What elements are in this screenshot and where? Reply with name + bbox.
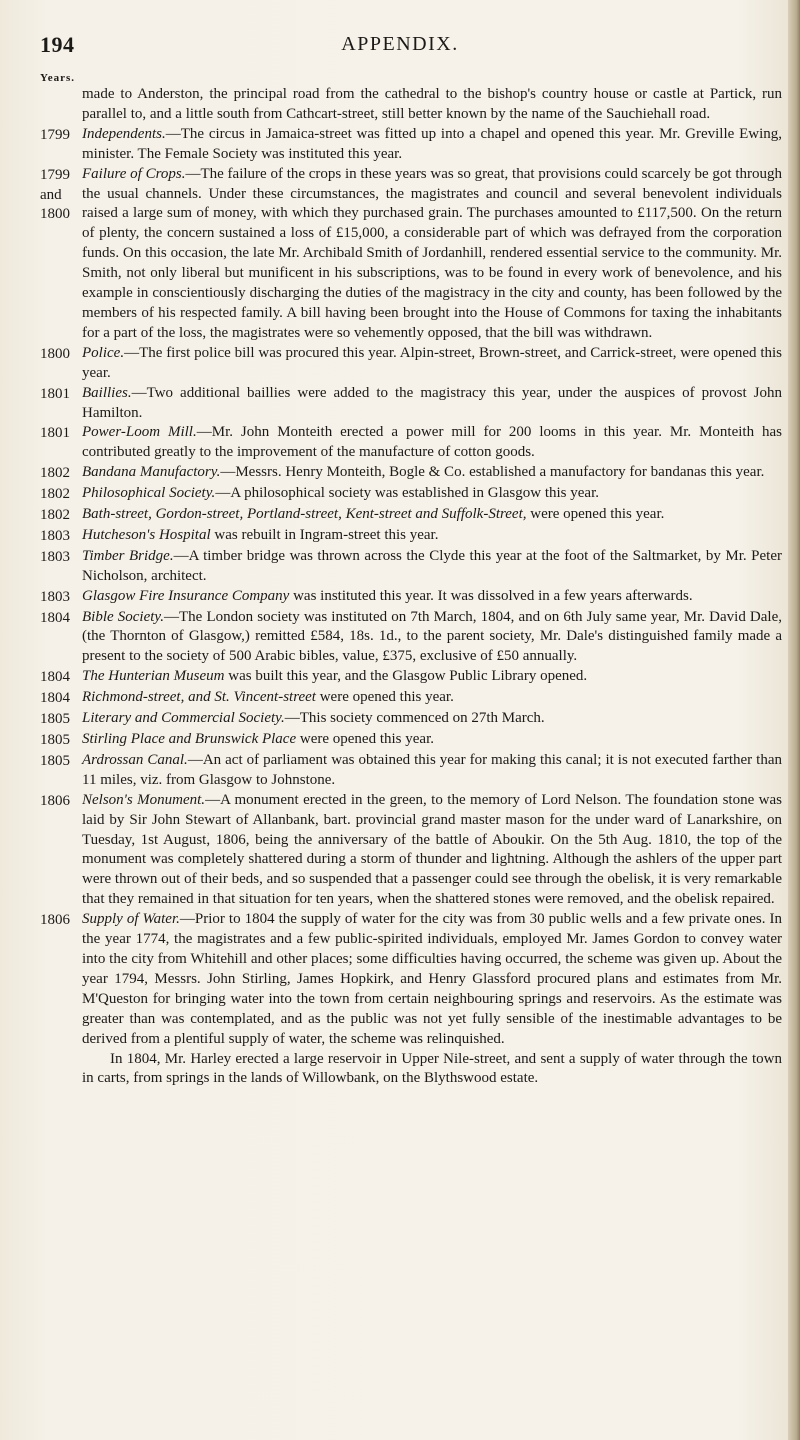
chronology-entry (40, 791, 782, 910)
entry-title: Glasgow Fire Insurance Company (82, 587, 290, 604)
chronology-entry (40, 587, 782, 608)
entry-paragraph (82, 85, 782, 125)
entry-title: Independents. (82, 125, 166, 142)
entry-paragraph (82, 384, 782, 424)
entry-year: 1799 (40, 126, 70, 143)
entry-year: 1802 (40, 486, 70, 503)
entry-paragraph (82, 709, 782, 729)
entry-title: Stirling Place and Brunswick Place (82, 731, 297, 747)
entry-year: 1806 (40, 912, 70, 929)
chronology-entry (40, 384, 782, 424)
entry-year (40, 1050, 82, 1090)
entry-title: Bath-street, Gordon-street, Portland-street, Kent-street and Suffolk-Street, (82, 506, 527, 523)
entry-paragraph (82, 526, 782, 546)
entry-title: Literary and Commercial Society. (82, 710, 285, 727)
page-header (40, 28, 760, 60)
chronology-entry (40, 165, 782, 344)
chronology-entry (40, 709, 782, 730)
entry-title: Richmond-street, and St. Vincent-street (82, 689, 316, 706)
entry-paragraph (82, 125, 782, 165)
entry-body: was built this year, and the Glasgow Public Library opened. (224, 668, 588, 685)
chronology-entry (40, 1050, 782, 1090)
chronology-entries (40, 85, 782, 1089)
entry-year: 1802 (40, 465, 70, 482)
chronology-entry (40, 423, 782, 463)
entry-year: 1805 (40, 711, 70, 728)
entry-year: 1801 (40, 425, 70, 442)
entry-body: was rebuilt in Ingram-street this year. (210, 526, 439, 543)
entry-title: Failure of Crops. (82, 165, 186, 182)
page-edge (788, 0, 800, 1440)
entry-title: Timber Bridge. (82, 547, 174, 564)
entry-body: made to Anderston, the principal road from the cathedral to the bishop's country house or castle at Partick, run parallel to, and a little south from Cathcart-street, still better known by the name of the Sauchiehall road. (82, 86, 782, 122)
entry-year: 1803 (40, 588, 70, 605)
chronology-entry (40, 667, 782, 688)
page-number: 194 (40, 32, 75, 57)
entry-body: —A monument erected in the green, to the memory of Lord Nelson. The foundation stone was laid by Sir John Stewart of Allanbank, bart. provincial grand master mason for the under ward of Lanarkshire, on Tuesday, 1st August, 1806, being the anniversary of the battle of Aboukir. On the 5th Aug. 1810, the top of the monument was completely shattered during a storm of thunder and lightning. Although the ashlers of the upper part were thrown out of their beds, and so suspended that a passenger could see through the obelisk, it is very remarkable that they remained in that situation for ten years, when the shattered stones were removed, and the obelisk repaired. (82, 791, 782, 908)
entry-paragraph (82, 1050, 782, 1090)
entry-paragraph (82, 688, 782, 708)
chronology-entry (40, 608, 782, 668)
entry-year: 1799 and 1800 (40, 166, 70, 223)
entry-body: —Messrs. Henry Monteith, Bogle & Co. established a manufactory for bandanas this year. (220, 464, 765, 481)
entry-year: 1802 (40, 507, 70, 524)
entry-paragraph (82, 165, 782, 344)
entry-body: was instituted this year. It was dissolved in a few years afterwards. (289, 587, 693, 604)
chronology-entry (40, 505, 782, 526)
entry-paragraph (82, 751, 782, 791)
entry-paragraph (82, 547, 782, 587)
entry-body: —The London society was instituted on 7th March, 1804, and on 6th July same year, Mr. David Dale, (the Thornton of Glasgow,) remitted £584, 18s. 1d., to the parent society, Mr. Dale's distinguished family made a present to the society of 500 Arabic bibles, value, £375, exclusive of £50 annually. (82, 608, 782, 665)
entry-body: —Prior to 1804 the supply of water for the city was from 30 public wells and a few private ones. In the year 1774, the magistrates and a few public-spirited individuals, employed Mr. James Gordon to convey water into the city from Whitehill and other places; some difficulties having occurred, the scheme was given up. About the year 1794, Messrs. John Stirling, James Hopkirk, and Henry Glassford procured plans and estimates from Mr. M'Queston for bringing water into the town from certain neighbouring springs and reservoirs. As the estimate was greater than was contemplated, and as the public was not yet fully sensible of the inestimable advantages to be derived from a plentiful supply of water, the scheme was relinquished. (82, 911, 782, 1047)
entry-year: 1803 (40, 527, 70, 544)
chronology-entry (40, 730, 782, 751)
chronology-entry (40, 125, 782, 165)
entry-year: 1805 (40, 752, 70, 769)
entry-paragraph (82, 608, 782, 668)
entry-paragraph (82, 730, 782, 750)
entry-body: were opened this year. (296, 731, 434, 747)
entry-paragraph (82, 667, 782, 687)
entry-year: 1806 (40, 792, 70, 809)
entry-title: Police. (82, 344, 125, 361)
entry-paragraph (82, 587, 782, 607)
entry-year: 1803 (40, 548, 70, 565)
entry-year: 1804 (40, 690, 70, 707)
entry-body: were opened this year. (315, 689, 454, 706)
entry-title: Baillies. (82, 384, 132, 401)
chronology-entry (40, 463, 782, 484)
entry-body: —The failure of the crops in these years was so great, that provisions could scarcely be got through the usual channels. Under these circumstances, the magistrates and council and several benevolent individuals raised a large sum of money, with which they purchased grain. The purchases amounted to £117,500. On the return of plenty, the concern sustained a loss of £15,000, a considerable part of which was defrayed from the corporation funds. On this occasion, the late Mr. Archibald Smith of Jordanhill, rendered essential service to the community. Mr. Smith, not only liberal but munificent in his subscriptions, was to be found in every work of benevolence, and his example in conscientiously discharging the duties of the magistracy in the city and county, has been followed by the members of his respected family. A bill having been brought into the House of Commons for taxing the inhabitants for a part of the loss, the magistrates were so vehemently opposed, that the bill was withdrawn. (82, 165, 782, 341)
entry-body: —The first police bill was procured this year. Alpin-street, Brown-street, and Carrick-street, were opened this year. (82, 344, 782, 381)
entry-body: —Mr. John Monteith erected a power mill for 200 looms in this year. Mr. Monteith has contributed greatly to the improvement of the manufacture of cotton goods. (82, 424, 783, 461)
years-column-label: Years. (40, 72, 76, 84)
entry-paragraph (82, 791, 782, 910)
chronology-entry (40, 526, 782, 547)
entry-title: Nelson's Monument. (82, 791, 206, 808)
entry-year: 1801 (40, 385, 70, 402)
entry-paragraph (82, 505, 782, 525)
entry-body: —An act of parliament was obtained this year for making this canal; it is not executed farther than 11 miles, viz. from Glasgow to Johnstone. (82, 751, 782, 788)
entry-title: Hutcheson's Hospital (82, 526, 211, 543)
entry-body: —Two additional baillies were added to the magistracy this year, under the auspices of provost John Hamilton. (82, 384, 782, 421)
entry-title: Bandana Manufactory. (82, 464, 221, 481)
running-head: APPENDIX. (341, 33, 459, 55)
chronology-entry (40, 910, 782, 1049)
chronology-entry (40, 344, 782, 384)
entry-year (40, 85, 82, 125)
chronology-entry (40, 547, 782, 587)
entry-title: Bible Society. (82, 608, 165, 625)
entry-title: Power-Loom Mill. (82, 424, 197, 441)
chronology-entry (40, 484, 782, 505)
chronology-entry (40, 85, 782, 125)
entry-title: Philosophical Society. (82, 485, 216, 502)
entry-body: were opened this year. (526, 506, 665, 523)
entry-paragraph (82, 484, 782, 504)
entry-body: —This society commenced on 27th March. (284, 710, 545, 727)
entry-year: 1804 (40, 609, 70, 626)
entry-body: —A timber bridge was thrown across the Clyde this year at the foot of the Saltmarket, by Mr. Peter Nicholson, architect. (82, 547, 782, 584)
entry-year: 1805 (40, 732, 70, 748)
entry-paragraph (82, 463, 782, 483)
entry-paragraph (82, 423, 782, 463)
entry-paragraph (82, 910, 782, 1049)
chronology-entry (40, 688, 782, 709)
entry-year: 1800 (40, 345, 70, 362)
entry-body: In 1804, Mr. Harley erected a large reservoir in Upper Nile-street, and sent a supply of water through the town in carts, from springs in the lands of Willowbank, on the Blythswood estate. (82, 1050, 782, 1087)
entry-body: —The circus in Jamaica-street was fitted up into a chapel and opened this year. Mr. Greville Ewing, minister. The Female Society was instituted this year. (82, 125, 782, 162)
entry-body: —A philosophical society was established in Glasgow this year. (215, 485, 600, 502)
entry-title: Ardrossan Canal. (82, 751, 188, 768)
chronology-entry (40, 751, 782, 791)
entry-title: Supply of Water. (82, 911, 180, 928)
entry-title: The Hunterian Museum (82, 668, 225, 685)
entry-year: 1804 (40, 669, 70, 686)
entry-paragraph (82, 344, 782, 384)
